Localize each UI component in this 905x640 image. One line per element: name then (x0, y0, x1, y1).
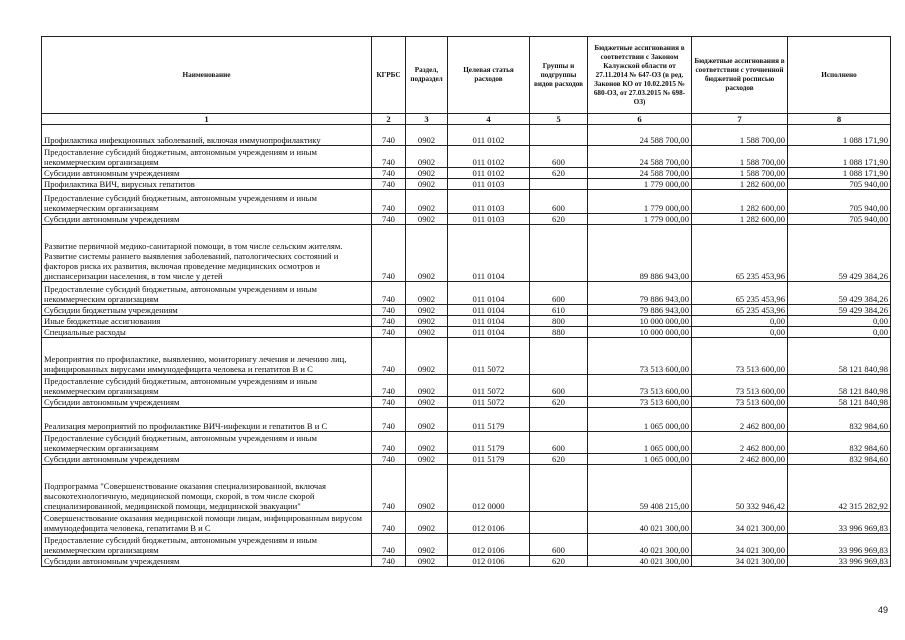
row-assign-rospis: 0,00 (692, 327, 788, 338)
row-assign-rospis: 65 235 453,96 (692, 225, 788, 282)
row-assign-law: 1 779 000,00 (588, 214, 692, 225)
row-razdel: 0902 (406, 190, 448, 214)
row-assign-law: 10 000 000,00 (588, 316, 692, 327)
row-kgrbs: 740 (372, 397, 406, 408)
row-assign-rospis: 1 588 700,00 (692, 125, 788, 146)
column-number: 8 (788, 114, 891, 125)
table-row (42, 179, 891, 190)
row-assign-law: 40 021 300,00 (588, 512, 692, 534)
table-row (42, 125, 891, 146)
row-assign-rospis: 1 282 600,00 (692, 190, 788, 214)
row-assign-law: 1 779 000,00 (588, 179, 692, 190)
row-tsel: 011 0104 (448, 225, 530, 282)
row-assign-law: 24 588 700,00 (588, 125, 692, 146)
row-name: Субсидии автономным учреждениям (42, 397, 372, 408)
row-razdel: 0902 (406, 408, 448, 432)
row-kgrbs: 740 (372, 556, 406, 567)
row-assign-law: 79 886 943,00 (588, 305, 692, 316)
table-row (42, 408, 891, 432)
row-kgrbs: 740 (372, 214, 406, 225)
row-assign-rospis: 34 021 300,00 (692, 556, 788, 567)
header-tselevaya: Целевая статья расходов (448, 37, 530, 114)
row-tsel: 012 0106 (448, 512, 530, 534)
row-tsel: 011 0103 (448, 190, 530, 214)
row-ispolneno: 705 940,00 (788, 214, 891, 225)
row-assign-rospis: 50 332 946,42 (692, 465, 788, 512)
row-vid: 600 (530, 282, 588, 305)
header-ispolneno: Исполнено (788, 37, 891, 114)
row-ispolneno: 0,00 (788, 327, 891, 338)
row-tsel: 011 0104 (448, 316, 530, 327)
header-razdel: Раздел, подраздел (406, 37, 448, 114)
row-vid (530, 179, 588, 190)
row-tsel: 011 5072 (448, 397, 530, 408)
row-ispolneno: 832 984,60 (788, 454, 891, 465)
row-vid: 620 (530, 214, 588, 225)
table-row (42, 465, 891, 512)
row-vid: 620 (530, 168, 588, 179)
row-assign-law: 73 513 600,00 (588, 338, 692, 375)
row-tsel: 011 5179 (448, 432, 530, 454)
header-assign-rospis: Бюджетные ассигнования в соответствии с уточненной бюджетной росписью расходов (692, 37, 788, 114)
row-razdel: 0902 (406, 534, 448, 556)
row-ispolneno: 1 088 171,90 (788, 125, 891, 146)
column-number: 6 (588, 114, 692, 125)
row-assign-law: 10 000 000,00 (588, 327, 692, 338)
row-name: Реализация мероприятий по профилактике ВИЧ-инфекции и гепатитов В и С (42, 408, 372, 432)
row-razdel: 0902 (406, 146, 448, 168)
table-row (42, 146, 891, 168)
row-kgrbs: 740 (372, 338, 406, 375)
row-assign-law: 1 065 000,00 (588, 408, 692, 432)
row-ispolneno: 705 940,00 (788, 179, 891, 190)
row-ispolneno: 1 088 171,90 (788, 146, 891, 168)
row-ispolneno: 33 996 969,83 (788, 534, 891, 556)
row-vid: 620 (530, 556, 588, 567)
row-assign-law: 24 588 700,00 (588, 146, 692, 168)
header-name: Наименование (42, 37, 372, 114)
header-kgrbs: КГРБС (372, 37, 406, 114)
row-assign-law: 1 065 000,00 (588, 432, 692, 454)
row-vid (530, 338, 588, 375)
row-razdel: 0902 (406, 316, 448, 327)
row-assign-rospis: 2 462 800,00 (692, 408, 788, 432)
row-tsel: 011 0104 (448, 327, 530, 338)
row-razdel: 0902 (406, 397, 448, 408)
row-vid: 800 (530, 316, 588, 327)
row-assign-rospis: 34 021 300,00 (692, 512, 788, 534)
row-ispolneno: 42 315 282,92 (788, 465, 891, 512)
row-assign-law: 24 588 700,00 (588, 168, 692, 179)
row-name: Субсидии автономным учреждениям (42, 556, 372, 567)
row-razdel: 0902 (406, 168, 448, 179)
row-assign-rospis: 73 513 600,00 (692, 397, 788, 408)
row-assign-rospis: 73 513 600,00 (692, 375, 788, 397)
row-name: Развитие первичной медико-санитарной помощи, в том числе сельским жителям. Развитие системы раннего выявления заболеваний, патологических состояний и факторов риска их развития, включая проведение медицинских осмотров и диспансеризации населения, в том числе у детей (42, 225, 372, 282)
row-ispolneno: 33 996 969,83 (788, 512, 891, 534)
table-row (42, 556, 891, 567)
row-name: Предоставление субсидий бюджетным, автономным учреждениям и иным некоммерческим организациям (42, 534, 372, 556)
row-tsel: 011 0104 (448, 305, 530, 316)
row-vid (530, 408, 588, 432)
row-vid (530, 512, 588, 534)
page-number: 49 (877, 605, 888, 615)
table-row (42, 454, 891, 465)
row-assign-rospis: 65 235 453,96 (692, 282, 788, 305)
row-kgrbs: 740 (372, 225, 406, 282)
row-name: Субсидии автономным учреждениям (42, 454, 372, 465)
row-vid: 880 (530, 327, 588, 338)
row-assign-law: 79 886 943,00 (588, 282, 692, 305)
row-name: Мероприятия по профилактике, выявлению, мониторингу лечения и лечению лиц, инфицированных вирусами иммунодефицита человека и гепатитов В и С (42, 338, 372, 375)
header-vid: Группы и подгруппы видов расходов (530, 37, 588, 114)
row-assign-rospis: 1 282 600,00 (692, 214, 788, 225)
row-ispolneno: 58 121 840,98 (788, 338, 891, 375)
header-assign-law: Бюджетные ассигнования в соответствии с Законом Калужской области от 27.11.2014 № 647-ОЗ (в ред. Законов КО от 10.02.2015 № 680-ОЗ, от 27.03.2015 № 698-ОЗ) (588, 37, 692, 114)
row-tsel: 012 0106 (448, 556, 530, 567)
row-tsel: 011 5179 (448, 408, 530, 432)
table-row (42, 338, 891, 375)
row-vid (530, 465, 588, 512)
table-row (42, 327, 891, 338)
row-ispolneno: 58 121 840,98 (788, 375, 891, 397)
row-assign-law: 1 779 000,00 (588, 190, 692, 214)
row-vid: 610 (530, 305, 588, 316)
row-vid: 620 (530, 454, 588, 465)
row-tsel: 011 0104 (448, 282, 530, 305)
row-kgrbs: 740 (372, 168, 406, 179)
row-assign-law: 40 021 300,00 (588, 534, 692, 556)
row-name: Специальные расходы (42, 327, 372, 338)
row-ispolneno: 1 088 171,90 (788, 168, 891, 179)
row-ispolneno: 705 940,00 (788, 190, 891, 214)
row-ispolneno: 59 429 384,26 (788, 282, 891, 305)
row-kgrbs: 740 (372, 316, 406, 327)
row-ispolneno: 33 996 969,83 (788, 556, 891, 567)
column-number: 4 (448, 114, 530, 125)
column-number: 7 (692, 114, 788, 125)
row-tsel: 011 0102 (448, 146, 530, 168)
row-razdel: 0902 (406, 512, 448, 534)
table-row (42, 534, 891, 556)
row-assign-rospis: 65 235 453,96 (692, 305, 788, 316)
row-razdel: 0902 (406, 225, 448, 282)
row-razdel: 0902 (406, 179, 448, 190)
row-name: Субсидии бюджетным учреждениям (42, 305, 372, 316)
row-kgrbs: 740 (372, 432, 406, 454)
table-row (42, 214, 891, 225)
row-tsel: 011 0103 (448, 179, 530, 190)
budget-table-sheet (41, 36, 890, 567)
row-assign-law: 1 065 000,00 (588, 454, 692, 465)
row-razdel: 0902 (406, 465, 448, 512)
row-tsel: 011 0102 (448, 125, 530, 146)
table-row (42, 168, 891, 179)
row-ispolneno: 832 984,60 (788, 432, 891, 454)
row-name: Предоставление субсидий бюджетным, автономным учреждениям и иным некоммерческим организациям (42, 190, 372, 214)
row-assign-rospis: 1 282 600,00 (692, 179, 788, 190)
column-number: 3 (406, 114, 448, 125)
table-row (42, 305, 891, 316)
table-row (42, 512, 891, 534)
row-assign-law: 59 408 215,00 (588, 465, 692, 512)
row-ispolneno: 58 121 840,98 (788, 397, 891, 408)
row-name: Совершенствование оказания медицинской помощи лицам, инфицированным вирусом иммунодефицита человека, гепатитами В и С (42, 512, 372, 534)
row-assign-rospis: 0,00 (692, 316, 788, 327)
row-kgrbs: 740 (372, 534, 406, 556)
budget-table (41, 36, 891, 567)
row-razdel: 0902 (406, 282, 448, 305)
row-assign-law: 40 021 300,00 (588, 556, 692, 567)
row-razdel: 0902 (406, 556, 448, 567)
row-name: Профилактика ВИЧ, вирусных гепатитов (42, 179, 372, 190)
row-vid: 600 (530, 534, 588, 556)
column-number: 2 (372, 114, 406, 125)
row-name: Подпрограмма "Совершенствование оказания специализированной, включая высокотехнологичную, медицинской помощи, скорой, в том числе скорой специализированной, медицинской помощи, медицинской эвакуации" (42, 465, 372, 512)
row-vid: 600 (530, 375, 588, 397)
row-assign-law: 89 886 943,00 (588, 225, 692, 282)
row-tsel: 012 0000 (448, 465, 530, 512)
table-row (42, 432, 891, 454)
row-kgrbs: 740 (372, 408, 406, 432)
row-kgrbs: 740 (372, 512, 406, 534)
row-tsel: 011 5179 (448, 454, 530, 465)
column-number: 1 (42, 114, 372, 125)
table-row (42, 397, 891, 408)
row-kgrbs: 740 (372, 190, 406, 214)
table-row (42, 375, 891, 397)
row-name: Предоставление субсидий бюджетным, автономным учреждениям и иным некоммерческим организациям (42, 375, 372, 397)
row-vid (530, 225, 588, 282)
row-razdel: 0902 (406, 375, 448, 397)
table-row (42, 190, 891, 214)
row-assign-rospis: 1 588 700,00 (692, 168, 788, 179)
row-razdel: 0902 (406, 432, 448, 454)
row-assign-law: 73 513 600,00 (588, 375, 692, 397)
column-number: 5 (530, 114, 588, 125)
row-razdel: 0902 (406, 305, 448, 316)
row-name: Субсидии автономным учреждениям (42, 168, 372, 179)
row-kgrbs: 740 (372, 465, 406, 512)
row-tsel: 011 5072 (448, 375, 530, 397)
row-vid: 600 (530, 190, 588, 214)
row-ispolneno: 59 429 384,26 (788, 305, 891, 316)
row-assign-rospis: 2 462 800,00 (692, 454, 788, 465)
row-kgrbs: 740 (372, 454, 406, 465)
row-name: Иные бюджетные ассигнования (42, 316, 372, 327)
row-vid: 600 (530, 432, 588, 454)
row-ispolneno: 59 429 384,26 (788, 225, 891, 282)
row-name: Профилактика инфекционных заболеваний, включая иммунопрофилактику (42, 125, 372, 146)
table-row (42, 282, 891, 305)
table-row (42, 316, 891, 327)
row-assign-law: 73 513 600,00 (588, 397, 692, 408)
row-assign-rospis: 73 513 600,00 (692, 338, 788, 375)
row-tsel: 011 0103 (448, 214, 530, 225)
row-vid: 600 (530, 146, 588, 168)
table-row (42, 225, 891, 282)
row-assign-rospis: 2 462 800,00 (692, 432, 788, 454)
row-kgrbs: 740 (372, 179, 406, 190)
row-razdel: 0902 (406, 214, 448, 225)
row-assign-rospis: 1 588 700,00 (692, 146, 788, 168)
row-name: Предоставление субсидий бюджетным, автономным учреждениям и иным некоммерческим организациям (42, 146, 372, 168)
row-vid: 620 (530, 397, 588, 408)
column-number-row (42, 114, 891, 125)
row-name: Предоставление субсидий бюджетным, автономным учреждениям и иным некоммерческим организациям (42, 282, 372, 305)
row-razdel: 0902 (406, 327, 448, 338)
row-vid (530, 125, 588, 146)
row-kgrbs: 740 (372, 327, 406, 338)
row-assign-rospis: 34 021 300,00 (692, 534, 788, 556)
row-name: Предоставление субсидий бюджетным, автономным учреждениям и иным некоммерческим организациям (42, 432, 372, 454)
row-tsel: 012 0106 (448, 534, 530, 556)
row-kgrbs: 740 (372, 282, 406, 305)
row-ispolneno: 0,00 (788, 316, 891, 327)
row-razdel: 0902 (406, 125, 448, 146)
row-tsel: 011 5072 (448, 338, 530, 375)
table-header-row (42, 37, 891, 114)
row-tsel: 011 0102 (448, 168, 530, 179)
row-ispolneno: 832 984,60 (788, 408, 891, 432)
row-razdel: 0902 (406, 338, 448, 375)
row-kgrbs: 740 (372, 146, 406, 168)
row-razdel: 0902 (406, 454, 448, 465)
row-kgrbs: 740 (372, 305, 406, 316)
row-kgrbs: 740 (372, 375, 406, 397)
row-name: Субсидии автономным учреждениям (42, 214, 372, 225)
row-kgrbs: 740 (372, 125, 406, 146)
